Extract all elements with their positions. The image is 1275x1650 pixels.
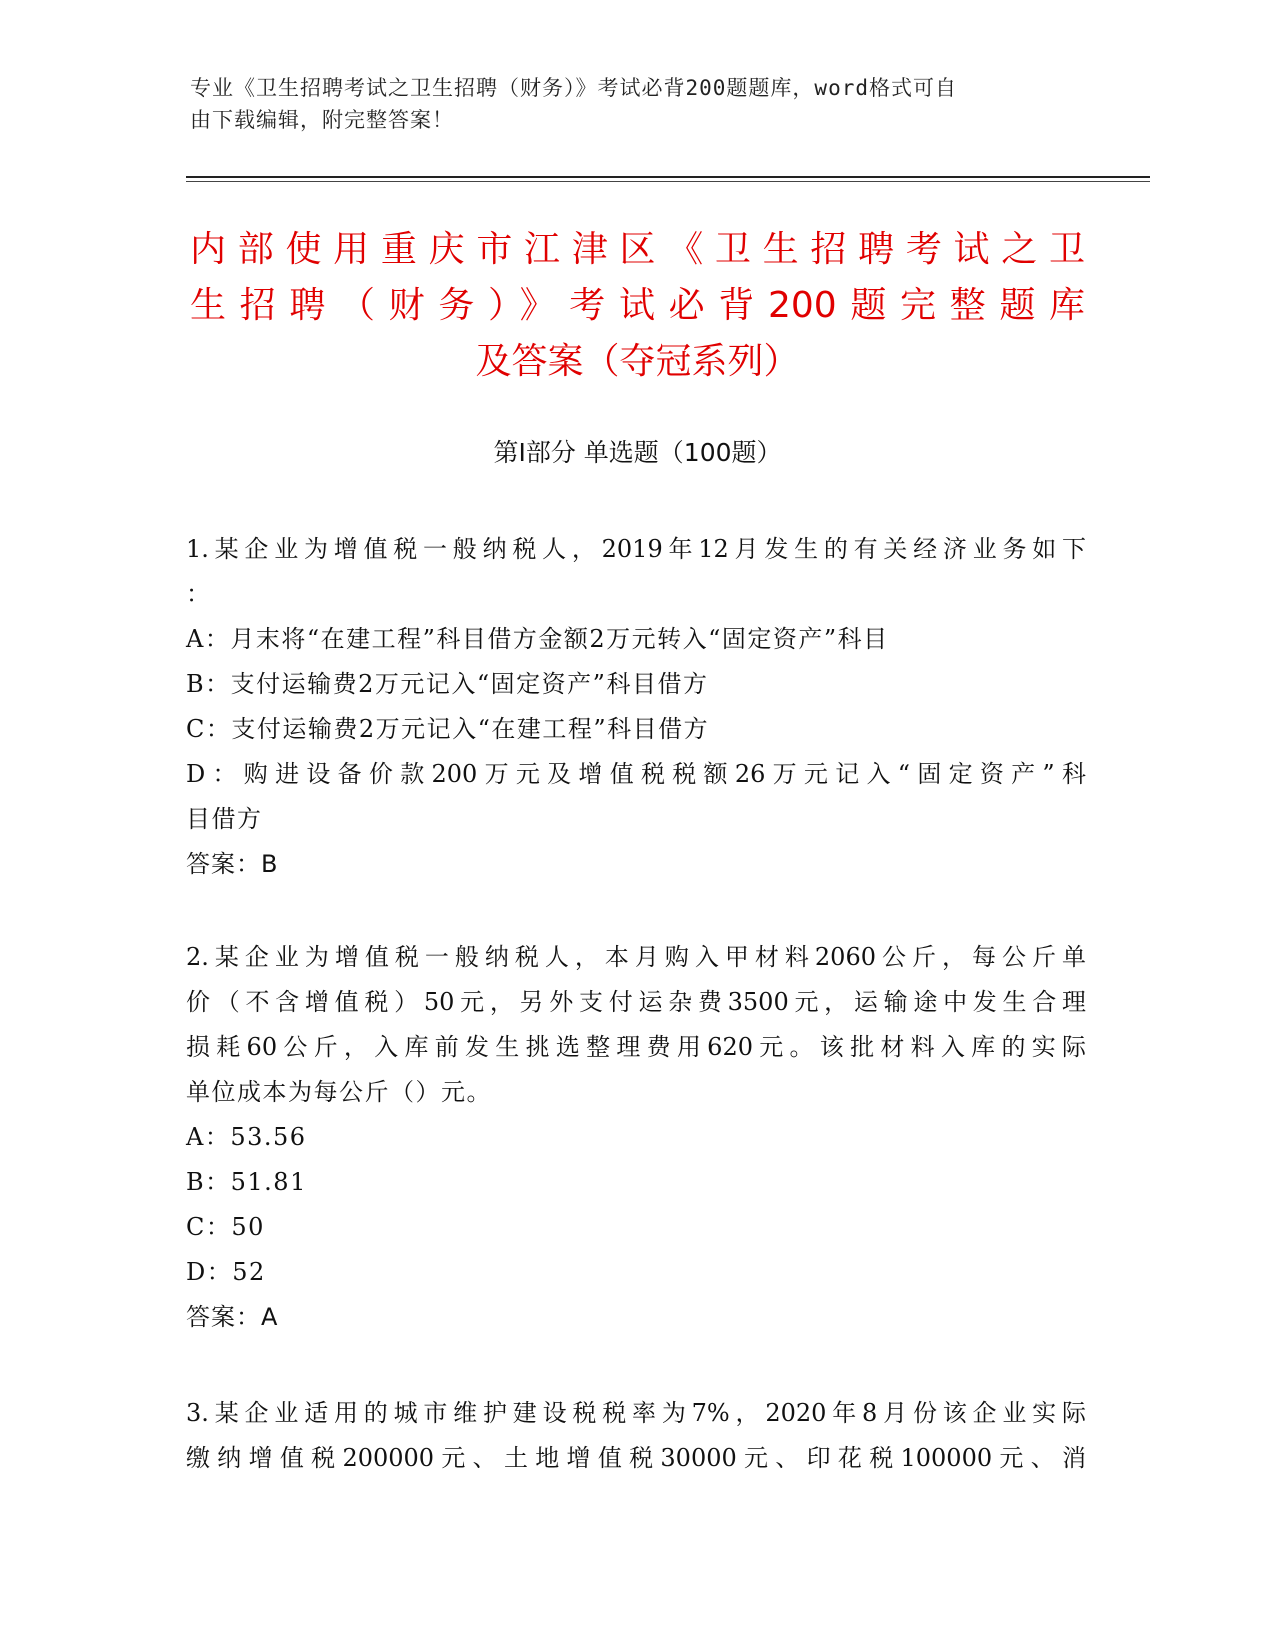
question-3: [186, 1391, 1086, 1481]
header-divider-thin: [186, 181, 1150, 182]
intro-line-1: 专业《卫生招聘考试之卫生招聘（财务）》考试必背200题题库，word格式可自: [190, 76, 957, 100]
title-line-3: 及答案（夺冠系列）: [475, 341, 800, 382]
question-3-stem-line-2: 缴纳增值税200000元、土地增值税30000元、印花税100000元、消: [186, 1444, 1086, 1472]
question-1-option-d: D：购进设备价款200万元及增值税税额26万元记入“固定资产”科: [186, 760, 1086, 788]
question-2-answer: 答案：A: [186, 1303, 279, 1331]
question-2-stem-line-2: 价（不含增值税）50元，另外支付运杂费3500元，运输途中发生合理: [186, 988, 1086, 1016]
question-1-answer: 答案：B: [186, 850, 279, 878]
question-2-option-b: B：51.81: [186, 1168, 307, 1196]
question-2-option-c: C：50: [186, 1213, 265, 1241]
section-heading: 第Ⅰ部分 单选题（100题）: [493, 438, 782, 467]
question-2-stem-line-3: 损耗60公斤，入库前发生挑选整理费用620元。该批材料入库的实际: [186, 1033, 1086, 1061]
intro-line-2: 由下载编辑，附完整答案！: [190, 108, 454, 132]
title-line-1: 内部使用重庆市江津区《卫生招聘考试之卫: [190, 229, 1085, 270]
question-2-stem-line-4: 单位成本为每公斤（）元。: [186, 1078, 492, 1106]
question-1-option-d-cont: 目借方: [186, 805, 263, 833]
question-2-stem-line-1: 2.某企业为增值税一般纳税人，本月购入甲材料2060公斤，每公斤单: [186, 943, 1086, 971]
question-1-stem-line-1: 1.某企业为增值税一般纳税人，2019年12月发生的有关经济业务如下: [186, 535, 1086, 563]
question-1-stem-line-2: ：: [186, 580, 212, 608]
question-2: [186, 935, 1086, 1340]
question-1-option-b: B：支付运输费2万元记入“固定资产”科目借方: [186, 670, 709, 698]
document-title: [190, 222, 1085, 390]
intro-text: [190, 72, 1070, 136]
question-2-option-a: A：53.56: [186, 1123, 307, 1151]
question-1-option-c: C：支付运输费2万元记入“在建工程”科目借方: [186, 715, 710, 743]
question-3-stem-line-1: 3.某企业适用的城市维护建设税税率为7%，2020年8月份该企业实际: [186, 1399, 1086, 1427]
question-1-option-a: A：月末将“在建工程”科目借方金额2万元转入“固定资产”科目: [186, 625, 889, 653]
question-2-option-d: D：52: [186, 1258, 266, 1286]
header-divider-thick: [186, 176, 1150, 178]
title-line-2: 生招聘（财务）》考试必背200题完整题库: [190, 285, 1085, 326]
question-1: [186, 527, 1086, 887]
